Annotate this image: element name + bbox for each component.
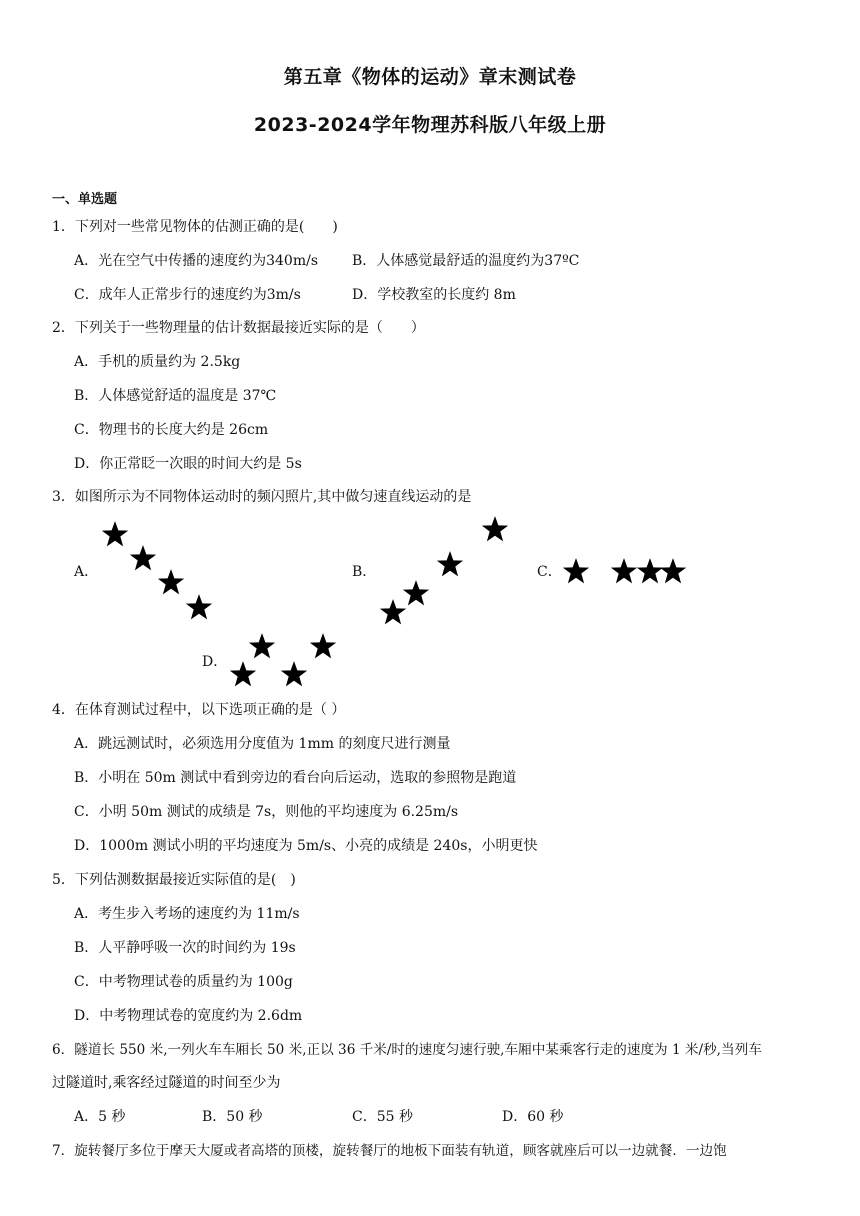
star-icon	[562, 557, 590, 585]
q6-option-c: C．55 秒	[352, 1109, 413, 1125]
star-icon	[280, 660, 308, 688]
q1-option-c: C．成年人正常步行的速度约为3m/s	[74, 287, 301, 303]
star-icon	[481, 515, 509, 543]
q4-option-b: B．小明在 50m 测试中看到旁边的看台向后运动，选取的参照物是跑道	[74, 770, 517, 786]
star-icon	[402, 579, 430, 607]
q1-option-a: A．光在空气中传播的速度约为340m/s	[74, 253, 319, 269]
q5-option-c: C．中考物理试卷的质量约为 100g	[74, 974, 293, 990]
page-subtitle: 2023-2024学年物理苏科版八年级上册	[253, 114, 607, 136]
q4-option-d: D．1000m 测试小明的平均速度为 5m/s、小亮的成绩是 240s，小明更快	[74, 838, 538, 854]
q2-option-b: B．人体感觉舒适的温度是 37℃	[74, 388, 277, 404]
star-icon	[129, 544, 157, 572]
q6-option-d: D．60 秒	[502, 1109, 564, 1125]
q5-option-b: B．人平静呼吸一次的时间约为 19s	[74, 940, 296, 956]
page-title: 第五章《物体的运动》章末测试卷	[283, 66, 577, 88]
q6-option-a: A．5 秒	[74, 1109, 126, 1125]
q2-stem: 2．下列关于一些物理量的估计数据最接近实际的是（ ）	[52, 320, 425, 336]
q4-option-a: A．跳远测试时，必须选用分度值为 1mm 的刻度尺进行测量	[74, 736, 451, 752]
star-icon	[248, 632, 276, 660]
star-icon	[101, 520, 129, 548]
q1-option-b: B．人体感觉最舒适的温度约为37ºC	[352, 253, 580, 269]
q1-stem: 1．下列对一些常见物体的估测正确的是( )	[52, 219, 338, 235]
q6-option-b: B．50 秒	[202, 1109, 263, 1125]
q2-option-a: A．手机的质量约为 2.5kg	[74, 354, 241, 370]
q2-option-d: D．你正常眨一次眼的时间大约是 5s	[74, 456, 302, 472]
section-heading: 一、单选题	[52, 192, 118, 207]
q2-option-c: C．物理书的长度大约是 26cm	[74, 422, 269, 438]
q3-stem: 3．如图所示为不同物体运动时的频闪照片,其中做匀速直线运动的是	[52, 489, 472, 505]
star-icon	[157, 568, 185, 596]
q5-option-d: D．中考物理试卷的宽度约为 2.6dm	[74, 1008, 303, 1024]
q7-stem-line1: 7．旋转餐厅多位于摩天大厦或者高塔的顶楼，旋转餐厅的地板下面装有轨道，顾客就座后可以一边就餐．一边饱	[52, 1143, 727, 1159]
star-icon	[309, 632, 337, 660]
q1-option-d: D．学校教室的长度约 8m	[352, 287, 516, 303]
star-icon	[185, 593, 213, 621]
q4-stem: 4．在体育测试过程中，以下选项正确的是（ ）	[52, 702, 346, 718]
star-icon	[610, 557, 638, 585]
star-icon	[659, 557, 687, 585]
q5-stem: 5．下列估测数据最接近实际值的是( )	[52, 872, 296, 888]
star-icon	[436, 550, 464, 578]
q3-option-b: B．	[352, 564, 377, 580]
q3-option-c: C．	[537, 564, 562, 580]
q3-option-a: A．	[74, 564, 99, 580]
star-icon	[229, 660, 257, 688]
q6-stem-line1: 6．隧道长 550 米,一列火车车厢长 50 米,正以 36 千米/时的速度匀速行驶,车厢中某乘客行走的速度为 1 米/秒,当列车	[52, 1042, 762, 1058]
q5-option-a: A．考生步入考场的速度约为 11m/s	[74, 906, 300, 922]
q6-stem-line2: 过隧道时,乘客经过隧道的时间至少为	[52, 1075, 281, 1091]
q3-option-d: D．	[202, 654, 228, 670]
q4-option-c: C．小明 50m 测试的成绩是 7s，则他的平均速度为 6.25m/s	[74, 804, 459, 820]
